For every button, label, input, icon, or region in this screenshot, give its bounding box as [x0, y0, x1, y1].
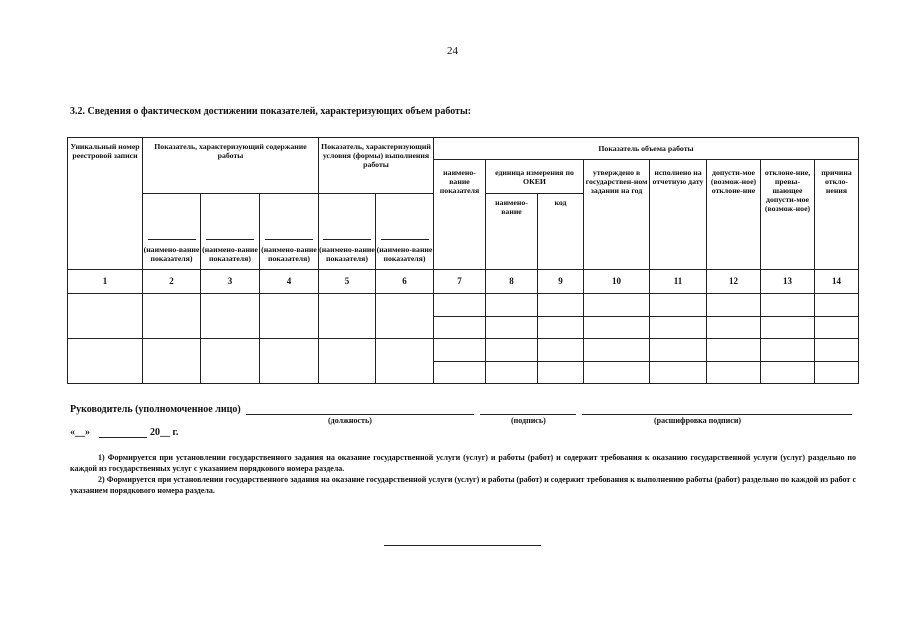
column-number: 6: [376, 270, 434, 294]
data-cell: [260, 294, 319, 339]
header-deviation-reason: причина откло-нения: [815, 160, 859, 270]
data-cell: [650, 317, 707, 339]
column-number: 9: [538, 270, 584, 294]
subheader-content-1: (наимено-вание показателя): [143, 194, 201, 270]
column-number: 4: [260, 270, 319, 294]
data-cell: [584, 362, 650, 384]
data-cell: [538, 294, 584, 317]
date-year: 20__ г.: [150, 427, 179, 438]
data-cell: [538, 339, 584, 362]
footnote-2: 2) Формируется при установлении государственного задания на оказание государственной услуги (услуг) и работы (работ) и содержит требования к выполнению работы (работ) раздельно по каждой из работ с указанием порядкового номера раздела.: [70, 475, 856, 495]
footnote-1: 1) Формируется при установлении государственного задания на оказание государственной услуги (услуг) и работы (работ) и содержит требования к оказанию государственной услуги (услуг) раздельно по каждой из государственных услуг с указанием порядкового номера раздела.: [70, 453, 856, 473]
signature-decode-caption: (расшифровка подписи): [654, 416, 742, 425]
signature-decode-line[interactable]: [582, 414, 852, 415]
column-number: 10: [584, 270, 650, 294]
column-number: 2: [143, 270, 201, 294]
data-cell: [707, 339, 761, 362]
footnote-separator: [384, 545, 541, 546]
column-number: 1: [68, 270, 143, 294]
data-cell: [143, 294, 201, 339]
column-number: 13: [761, 270, 815, 294]
data-cell: [434, 362, 486, 384]
data-cell: [486, 317, 538, 339]
column-number: 3: [201, 270, 260, 294]
data-cell: [707, 362, 761, 384]
date-day: «__»: [70, 427, 90, 438]
data-cell: [434, 317, 486, 339]
data-cell: [486, 362, 538, 384]
header-indicator-name: наимено-вание показателя: [434, 160, 486, 270]
data-cell: [201, 339, 260, 384]
header-allowed-deviation: допусти-мое (возмож-ное) отклоне-ние: [707, 160, 761, 270]
data-cell: [707, 294, 761, 317]
column-number: 7: [434, 270, 486, 294]
data-cell: [584, 317, 650, 339]
data-cell: [707, 317, 761, 339]
subheader-content-3: (наимено-вание показателя): [260, 194, 319, 270]
data-cell: [761, 294, 815, 317]
data-cell: [815, 362, 859, 384]
header-approved: утверждено в государствен-ном задании на год: [584, 160, 650, 270]
data-cell: [260, 339, 319, 384]
data-cell: [650, 339, 707, 362]
column-number: 12: [707, 270, 761, 294]
page-number: 24: [447, 45, 458, 57]
header-volume-indicator: Показатель объема работы: [434, 138, 859, 160]
position-caption: (должность): [328, 416, 372, 425]
header-executed: исполнено на отчетную дату: [650, 160, 707, 270]
data-cell: [486, 339, 538, 362]
data-cell: [143, 339, 201, 384]
subheader-conditions-2: (наимено-вание показателя): [376, 194, 434, 270]
data-cell: [761, 317, 815, 339]
section-title: 3.2. Сведения о фактическом достижении показателей, характеризующих объем работы:: [70, 106, 472, 117]
date-month-line[interactable]: [99, 437, 147, 438]
data-cell: [650, 294, 707, 317]
data-cell: [538, 317, 584, 339]
signature-line[interactable]: [480, 414, 576, 415]
header-unit-name: наимено-вание: [486, 194, 538, 270]
subheader-conditions-1: (наимено-вание показателя): [319, 194, 376, 270]
data-cell: [650, 362, 707, 384]
data-cell: [815, 317, 859, 339]
data-cell: [584, 294, 650, 317]
data-cell: [68, 294, 143, 339]
data-cell: [815, 294, 859, 317]
header-exceeding-deviation: отклоне-ние, превы-шающее допусти-мое (возмож-ное): [761, 160, 815, 270]
data-cell: [486, 294, 538, 317]
data-cell: [434, 339, 486, 362]
subheader-content-2: (наимено-вание показателя): [201, 194, 260, 270]
data-cell: [584, 339, 650, 362]
header-content-indicator: Показатель, характеризующий содержание работы: [143, 138, 319, 194]
data-cell: [319, 339, 376, 384]
data-cell: [376, 294, 434, 339]
data-cell: [538, 362, 584, 384]
work-volume-table: [67, 137, 859, 384]
header-unit-code: код: [538, 194, 584, 270]
header-conditions-indicator: Показатель, характеризующий условия (формы) выполнения работы: [319, 138, 434, 194]
data-cell: [815, 339, 859, 362]
data-cell: [68, 339, 143, 384]
column-number: 11: [650, 270, 707, 294]
data-cell: [376, 339, 434, 384]
position-line[interactable]: [246, 414, 474, 415]
data-cell: [201, 294, 260, 339]
column-number: 14: [815, 270, 859, 294]
header-unique-number: Уникальный номер реестровой записи: [68, 138, 143, 270]
column-number: 8: [486, 270, 538, 294]
header-okei-unit: единица измерения по ОКЕИ: [486, 160, 584, 194]
head-signature-label: Руководитель (уполномоченное лицо): [70, 404, 241, 415]
data-cell: [761, 339, 815, 362]
column-number: 5: [319, 270, 376, 294]
data-cell: [761, 362, 815, 384]
signature-caption: (подпись): [511, 416, 546, 425]
data-cell: [434, 294, 486, 317]
data-cell: [319, 294, 376, 339]
